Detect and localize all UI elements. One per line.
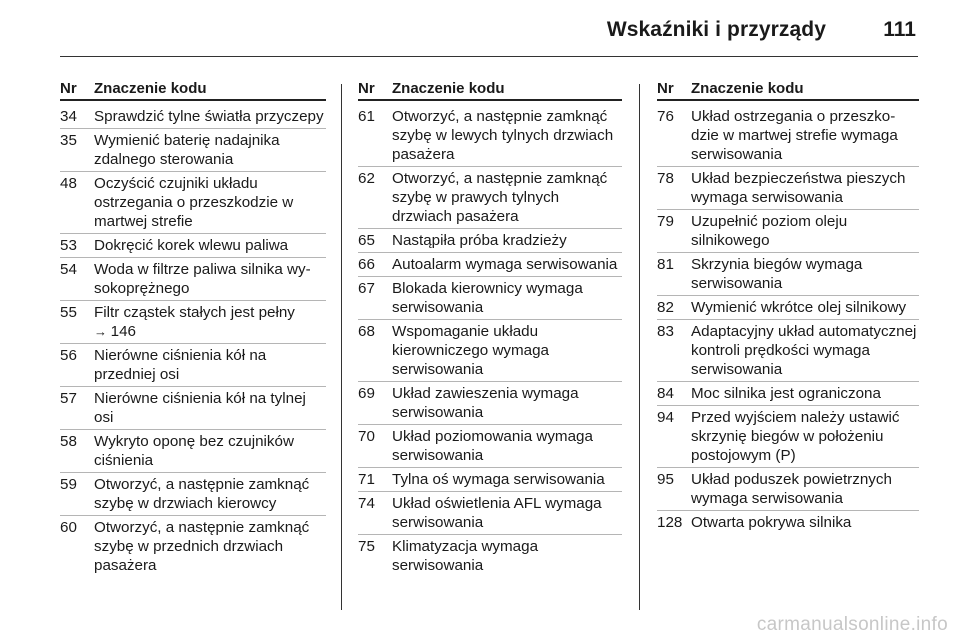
table-row xyxy=(358,425,622,468)
table-row xyxy=(60,301,326,344)
code-number: 79 xyxy=(657,213,674,230)
column-divider xyxy=(639,84,640,610)
code-meaning-text: Autoalarm wymaga serwisowania xyxy=(392,256,618,273)
code-meaning-text: Otworzyć, a następnie zamknąć szybę w prawych tylnych drzwiach pasażera xyxy=(392,170,608,225)
code-meaning-text: Blokada kierownicy wymaga serwisowania xyxy=(392,280,583,316)
header-rule xyxy=(60,56,918,57)
table-row xyxy=(657,253,919,296)
page-reference-link[interactable]: 146 xyxy=(110,323,136,340)
code-meaning-text: Wykryto oponę bez czujników ciśnienia xyxy=(94,433,294,469)
code-meaning xyxy=(392,107,622,164)
code-number: 66 xyxy=(358,256,375,273)
code-table-column-3 xyxy=(657,80,919,534)
code-number: 53 xyxy=(60,237,77,254)
page-reference-arrow-icon: → xyxy=(94,324,111,339)
table-row xyxy=(657,105,919,167)
code-meaning xyxy=(691,408,919,465)
table-row xyxy=(657,511,919,534)
code-meaning xyxy=(392,537,622,575)
table-row xyxy=(358,167,622,229)
code-meaning-text: Wymienić wkrótce olej silnikowy xyxy=(691,299,907,316)
code-meaning xyxy=(392,255,622,274)
code-meaning xyxy=(94,174,326,231)
code-meaning-text: Przed wyjściem należy ustawić skrzynię biegów w położeniu postojowym (P) xyxy=(691,409,900,464)
code-number: 58 xyxy=(60,433,77,450)
code-meaning-text: Uzupełnić poziom oleju silnikowego xyxy=(691,213,848,249)
table-row xyxy=(657,167,919,210)
code-table-column-1 xyxy=(60,80,326,577)
code-meaning-text: Układ ostrzegania o przeszko-dzie w martwej strefie wymaga serwisowania xyxy=(691,108,898,163)
table-row xyxy=(60,105,326,129)
table-body xyxy=(657,105,919,534)
page-header xyxy=(60,14,918,50)
table-row xyxy=(358,105,622,167)
code-meaning-text: Nierówne ciśnienia kół na przedniej osi xyxy=(94,347,267,383)
column-divider xyxy=(341,84,342,610)
code-meaning-text: Otwarta pokrywa silnika xyxy=(691,514,852,531)
code-meaning-text: Dokręcić korek wlewu paliwa xyxy=(94,237,289,254)
table-header xyxy=(358,80,622,101)
table-row xyxy=(358,320,622,382)
code-meaning xyxy=(392,169,622,226)
page-title: Wskaźniki i przyrządy xyxy=(606,18,826,41)
code-number: 82 xyxy=(657,299,674,316)
code-number: 95 xyxy=(657,471,674,488)
code-meaning xyxy=(691,513,919,532)
code-meaning xyxy=(392,384,622,422)
watermark: carmanualsonline.info xyxy=(756,614,948,635)
table-body xyxy=(358,105,622,577)
code-meaning xyxy=(94,236,326,255)
code-meaning xyxy=(94,432,326,470)
code-meaning-text: Filtr cząstek stałych jest pełny xyxy=(94,304,295,321)
code-meaning xyxy=(392,494,622,532)
code-meaning-text: Nastąpiła próba kradzieży xyxy=(392,232,567,249)
code-number: 83 xyxy=(657,323,674,340)
code-meaning xyxy=(94,260,326,298)
code-meaning xyxy=(94,518,326,575)
code-number: 59 xyxy=(60,476,77,493)
code-number: 84 xyxy=(657,385,674,402)
table-row xyxy=(358,492,622,535)
table-row xyxy=(60,258,326,301)
code-meaning-text: Wspomaganie układu kierowniczego wymaga serwisowania xyxy=(392,323,550,378)
code-meaning xyxy=(691,107,919,164)
table-row xyxy=(657,320,919,382)
table-row xyxy=(657,406,919,468)
table-row xyxy=(358,229,622,253)
code-meaning xyxy=(94,107,326,126)
table-row xyxy=(657,468,919,511)
code-meaning-text: Oczyścić czujniki układu ostrzegania o przeszkodzie w martwej strefie xyxy=(94,175,294,230)
table-row xyxy=(358,382,622,425)
code-meaning-text: Tylna oś wymaga serwisowania xyxy=(392,471,605,488)
code-number: 70 xyxy=(358,428,375,445)
code-number: 81 xyxy=(657,256,674,273)
header-nr: Nr xyxy=(657,80,674,97)
code-number: 75 xyxy=(358,538,375,555)
code-meaning-text: Układ poziomowania wymaga serwisowania xyxy=(392,428,593,464)
table-row xyxy=(60,473,326,516)
code-meaning xyxy=(691,384,919,403)
code-meaning xyxy=(94,346,326,384)
table-row xyxy=(657,296,919,320)
code-number: 69 xyxy=(358,385,375,402)
header-meaning: Znaczenie kodu xyxy=(392,80,505,97)
code-number: 78 xyxy=(657,170,674,187)
code-meaning xyxy=(691,255,919,293)
table-row xyxy=(358,253,622,277)
code-meaning xyxy=(691,298,919,317)
code-number: 55 xyxy=(60,304,77,321)
code-number: 71 xyxy=(358,471,375,488)
code-meaning xyxy=(94,131,326,169)
table-row xyxy=(60,344,326,387)
table-row xyxy=(60,129,326,172)
code-number: 54 xyxy=(60,261,77,278)
code-number: 76 xyxy=(657,108,674,125)
code-number: 67 xyxy=(358,280,375,297)
code-meaning xyxy=(691,169,919,207)
header-meaning: Znaczenie kodu xyxy=(691,80,804,97)
code-meaning xyxy=(691,212,919,250)
code-meaning-text: Adaptacyjny układ automatycznej kontroli prędkości wymaga serwisowania xyxy=(691,323,917,378)
code-number: 94 xyxy=(657,409,674,426)
code-meaning xyxy=(691,322,919,379)
page-number: 111 xyxy=(883,18,916,41)
header-nr: Nr xyxy=(60,80,77,97)
table-row xyxy=(358,468,622,492)
code-number: 61 xyxy=(358,108,375,125)
table-body xyxy=(60,105,326,577)
table-row xyxy=(60,234,326,258)
code-number: 68 xyxy=(358,323,375,340)
table-row xyxy=(358,535,622,577)
table-header xyxy=(657,80,919,101)
code-meaning-text: Otworzyć, a następnie zamknąć szybę w przednich drzwiach pasażera xyxy=(94,519,310,574)
code-meaning xyxy=(392,427,622,465)
code-meaning xyxy=(94,303,326,341)
table-row xyxy=(60,172,326,234)
table-row xyxy=(657,210,919,253)
code-meaning-text: Sprawdzić tylne światła przyczepy xyxy=(94,108,324,125)
code-number: 128 xyxy=(657,514,683,531)
code-meaning-text: Otworzyć, a następnie zamknąć szybę w drzwiach kierowcy xyxy=(94,476,310,512)
code-number: 35 xyxy=(60,132,77,149)
code-table-column-2 xyxy=(358,80,622,577)
code-number: 65 xyxy=(358,232,375,249)
code-number: 74 xyxy=(358,495,375,512)
table-row xyxy=(657,382,919,406)
code-meaning xyxy=(94,475,326,513)
code-number: 56 xyxy=(60,347,77,364)
code-meaning xyxy=(94,389,326,427)
code-number: 60 xyxy=(60,519,77,536)
code-number: 34 xyxy=(60,108,77,125)
code-meaning xyxy=(392,231,622,250)
code-meaning-text: Układ oświetlenia AFL wymaga serwisowania xyxy=(392,495,602,531)
code-meaning-text: Woda w filtrze paliwa silnika wy-sokoprężnego xyxy=(94,261,311,297)
code-number: 48 xyxy=(60,175,77,192)
code-meaning-text: Układ zawieszenia wymaga serwisowania xyxy=(392,385,579,421)
code-meaning-text: Moc silnika jest ograniczona xyxy=(691,385,881,402)
code-number: 57 xyxy=(60,390,77,407)
table-row xyxy=(358,277,622,320)
header-meaning: Znaczenie kodu xyxy=(94,80,207,97)
code-meaning-text: Skrzynia biegów wymaga serwisowania xyxy=(691,256,863,292)
code-meaning xyxy=(691,470,919,508)
code-meaning xyxy=(392,279,622,317)
code-meaning xyxy=(392,322,622,379)
header-nr: Nr xyxy=(358,80,375,97)
code-meaning-text: Układ poduszek powietrznych wymaga serwisowania xyxy=(691,471,892,507)
table-row xyxy=(60,516,326,577)
code-meaning-text: Klimatyzacja wymaga serwisowania xyxy=(392,538,539,574)
code-meaning-text: Nierówne ciśnienia kół na tylnej osi xyxy=(94,390,306,426)
code-meaning-text: Wymienić baterię nadajnika zdalnego sterowania xyxy=(94,132,280,168)
table-header xyxy=(60,80,326,101)
table-row xyxy=(60,430,326,473)
table-row xyxy=(60,387,326,430)
code-number: 62 xyxy=(358,170,375,187)
code-meaning-text: Układ bezpieczeństwa pieszych wymaga serwisowania xyxy=(691,170,906,206)
code-meaning-text: Otworzyć, a następnie zamknąć szybę w lewych tylnych drzwiach pasażera xyxy=(392,108,614,163)
code-meaning xyxy=(392,470,622,489)
